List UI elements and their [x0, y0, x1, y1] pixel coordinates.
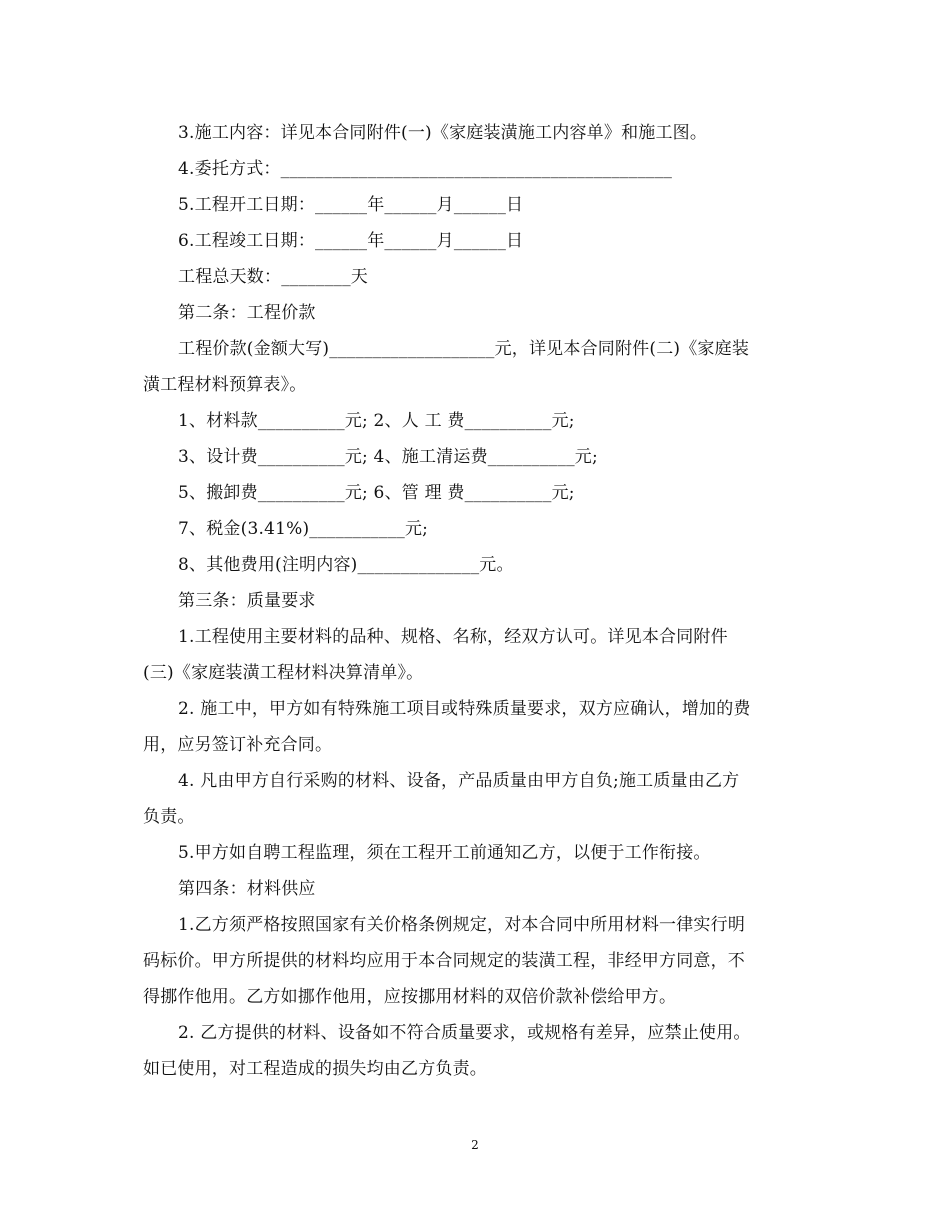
document-body: [143, 115, 811, 1087]
text-line: 6.工程竣工日期：______年______月______日: [178, 231, 524, 251]
text-line: 码标价。甲方所提供的材料均应用于本合同规定的装潢工程，非经甲方同意，不: [143, 951, 745, 971]
text-line: 8、其他费用(注明内容)______________元。: [178, 555, 514, 575]
text-line: 潢工程材料预算表》。: [143, 375, 307, 395]
text-line: 用，应另签订补充合同。: [143, 735, 333, 755]
text-line: 4.委托方式：_____________________________________________: [178, 159, 673, 179]
section-heading: 第四条：材料供应: [178, 879, 316, 899]
text-line: 5.甲方如自聘工程监理，须在工程开工前通知乙方，以便于工作衔接。: [178, 843, 711, 863]
text-line: 工程价款(金额大写)___________________元，详见本合同附件(二)《家庭装: [178, 339, 750, 359]
text-line: 1.乙方须严格按照国家有关价格条例规定，对本合同中所用材料一律实行明: [178, 915, 746, 935]
text-line: 工程总天数：________天: [178, 267, 368, 287]
page-number: 2: [471, 1138, 479, 1152]
section-heading: 第三条：质量要求: [178, 591, 316, 611]
text-line: 5.工程开工日期：______年______月______日: [178, 195, 524, 215]
text-line: 2. 施工中，甲方如有特殊施工项目或特殊质量要求，双方应确认，增加的费: [178, 699, 751, 719]
text-line: 1、材料款__________元; 2、人 工 费__________元;: [178, 411, 575, 431]
text-line: 5、搬卸费__________元; 6、管 理 费__________元;: [178, 483, 575, 503]
section-heading: 第二条：工程价款: [178, 303, 316, 323]
text-line: 4. 凡由甲方自行采购的材料、设备，产品质量由甲方自负;施工质量由乙方: [178, 771, 740, 791]
text-line: 负责。: [143, 807, 195, 827]
text-line: 1.工程使用主要材料的品种、规格、名称，经双方认可。详见本合同附件: [178, 627, 728, 647]
text-line: 3、设计费__________元; 4、施工清运费__________元;: [178, 447, 598, 467]
text-line: 2. 乙方提供的材料、设备如不符合质量要求，或规格有差异，应禁止使用。: [178, 1023, 751, 1043]
text-line: 如已使用，对工程造成的损失均由乙方负责。: [143, 1059, 487, 1079]
text-line: 得挪作他用。乙方如挪作他用，应按挪用材料的双倍价款补偿给甲方。: [143, 987, 677, 1007]
text-line: 7、税金(3.41%)___________元;: [178, 519, 429, 539]
text-line: 3.施工内容：详见本合同附件(一)《家庭装潢施工内容单》和施工图。: [178, 123, 708, 143]
text-line: (三)《家庭装潢工程材料决算清单》。: [143, 663, 424, 683]
